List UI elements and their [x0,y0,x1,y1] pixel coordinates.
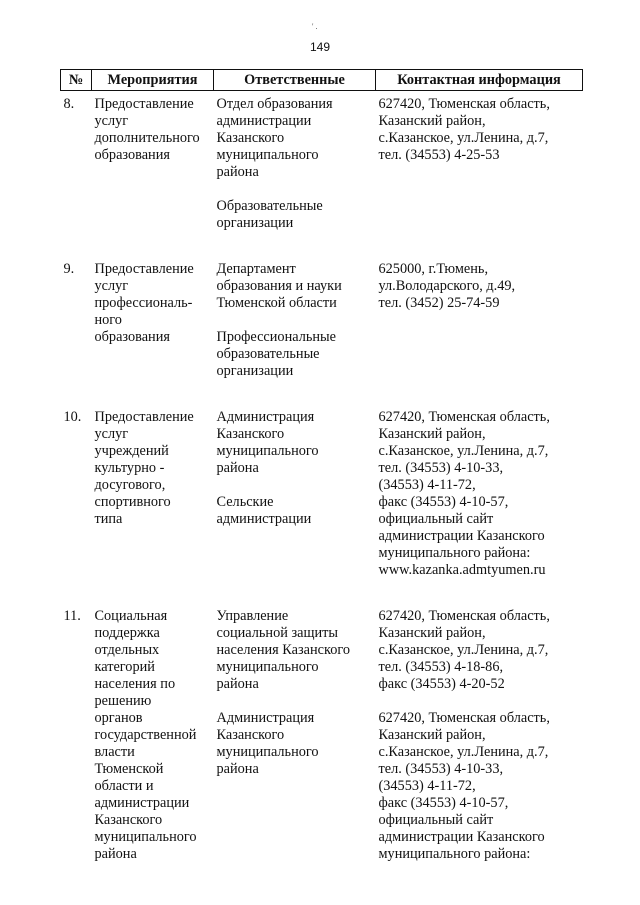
activity-line: области и [94,778,154,794]
header-number: № [61,70,92,91]
table-row [61,404,583,603]
contact-line: Казанский район, [378,113,486,129]
activity-cell [92,256,214,404]
responsible-line: Департамент [216,261,296,277]
responsible-line: Администрация [216,409,315,425]
responsible-block [217,710,373,778]
responsible-line: Образовательные [216,198,323,214]
contact-block [379,710,580,863]
responsible-line: Сельские [216,494,274,510]
responsible-line: организации [216,215,294,231]
responsible-block [217,494,373,528]
responsible-line: администрации [216,511,312,527]
responsible-line: муниципального [216,147,319,163]
contact-line: тел. (34553) 4-10-33, [378,460,504,476]
header-contacts: Контактная информация [376,70,583,91]
activity-line: Предоставление [94,261,194,277]
responsible-line: муниципального [216,744,319,760]
contact-line: с.Казанское, ул.Ленина, д.7, [378,744,549,760]
responsible-line: муниципального [216,443,319,459]
activity-line: отдельных [94,642,160,658]
activity-line: дополнительного [94,130,200,146]
responsible-line: Тюменской области [216,295,337,311]
contact-line: Казанский район, [378,426,486,442]
activity-line: образования [94,329,170,345]
table-body [61,91,583,888]
scan-mark: ' . [312,22,318,31]
contact-line: 627420, Тюменская область, [378,608,550,624]
responsible-line: Отдел образования [216,96,333,112]
contact-block [379,409,580,579]
contact-line: тел. (34553) 4-18-86, [378,659,504,675]
contact-line: 627420, Тюменская область, [378,409,550,425]
contact-line: Казанский район, [378,625,486,641]
activity-cell [92,91,214,257]
responsible-line: Управление [216,608,289,624]
contact-line: с.Казанское, ул.Ленина, д.7, [378,642,549,658]
activity-line: услуг [94,113,129,129]
table-row [61,603,583,887]
responsible-line: района [216,164,259,180]
measures-table [60,69,583,887]
activity-line: района [94,846,137,862]
activity-line: Предоставление [94,96,194,112]
activity-line: администрации [94,795,190,811]
contact-line: администрации Казанского [378,528,545,544]
contact-line: муниципального района: [378,846,531,862]
responsible-block [217,329,373,380]
responsible-line: населения Казанского [216,642,351,658]
responsible-line: Казанского [216,130,285,146]
activity-line: досугового, [94,477,166,493]
activity-line: Социальная [94,608,168,624]
row-number: 8. [63,96,75,112]
contact-line: тел. (34553) 4-10-33, [378,761,504,777]
contact-block [379,96,580,164]
responsible-line: района [216,761,259,777]
responsible-block [217,409,373,477]
activity-line: культурно - [94,460,165,476]
responsible-line: Казанского [216,426,285,442]
activity-cell [92,404,214,603]
responsible-line: образования и науки [216,278,342,294]
activity-line: профессиональ- [94,295,193,311]
contact-cell [376,256,583,404]
activity-line: органов [94,710,143,726]
header-responsible: Ответственные [214,70,376,91]
responsible-block [217,198,373,232]
responsible-cell [214,404,376,603]
contact-block [379,608,580,693]
contact-line: с.Казанское, ул.Ленина, д.7, [378,443,549,459]
contact-line: факс (34553) 4-10-57, [378,795,509,811]
responsible-line: социальной защиты [216,625,338,641]
contact-line: (34553) 4-11-72, [378,477,476,493]
contact-line: Казанский район, [378,727,486,743]
contact-line: тел. (34553) 4-25-53 [378,147,500,163]
contact-line: www.kazanka.admtyumen.ru [378,562,546,578]
responsible-line: образовательные [216,346,320,362]
responsible-line: района [216,460,259,476]
contact-cell [376,603,583,887]
header-activity: Мероприятия [92,70,214,91]
responsible-line: Администрация [216,710,315,726]
contact-line: 625000, г.Тюмень, [378,261,489,277]
responsible-cell [214,91,376,257]
table-header-row [61,70,583,91]
responsible-line: администрации [216,113,312,129]
responsible-block [217,261,373,312]
responsible-line: Казанского [216,727,285,743]
contact-line: 627420, Тюменская область, [378,96,550,112]
activity-cell [92,603,214,887]
contact-line: официальный сайт [378,812,494,828]
contact-line: 627420, Тюменская область, [378,710,550,726]
responsible-line: района [216,676,259,692]
activity-line: государственной [94,727,197,743]
contact-line: с.Казанское, ул.Ленина, д.7, [378,130,549,146]
page-number: 149 [309,40,331,54]
activity-line: услуг [94,426,129,442]
responsible-block [217,96,373,181]
activity-line: ного [94,312,122,328]
contact-block [379,261,580,312]
contact-line: тел. (3452) 25-74-59 [378,295,500,311]
row-number: 9. [63,261,75,277]
contact-line: ул.Володарского, д.49, [378,278,516,294]
contact-cell [376,404,583,603]
row-number: 11. [63,608,81,624]
responsible-block [217,608,373,693]
activity-line: Тюменской [94,761,164,777]
contact-line: факс (34553) 4-10-57, [378,494,509,510]
table-row [61,256,583,404]
contact-line: официальный сайт [378,511,494,527]
activity-line: власти [94,744,135,760]
responsible-cell [214,256,376,404]
responsible-cell [214,603,376,887]
activity-line: Казанского [94,812,163,828]
activity-line: Предоставление [94,409,194,425]
table-row [61,91,583,257]
responsible-line: организации [216,363,294,379]
responsible-line: муниципального [216,659,319,675]
contact-line: (34553) 4-11-72, [378,778,476,794]
activity-line: учреждений [94,443,169,459]
activity-line: спортивного [94,494,171,510]
contact-line: администрации Казанского [378,829,545,845]
activity-line: типа [94,511,123,527]
activity-line: решению [94,693,152,709]
activity-line: категорий [94,659,155,675]
activity-line: услуг [94,278,129,294]
activity-line: поддержка [94,625,160,641]
contact-line: муниципального района: [378,545,531,561]
row-number: 10. [63,409,82,425]
contact-cell [376,91,583,257]
responsible-line: Профессиональные [216,329,336,345]
activity-line: муниципального [94,829,197,845]
activity-line: образования [94,147,170,163]
activity-line: населения по [94,676,176,692]
contact-line: факс (34553) 4-20-52 [378,676,505,692]
